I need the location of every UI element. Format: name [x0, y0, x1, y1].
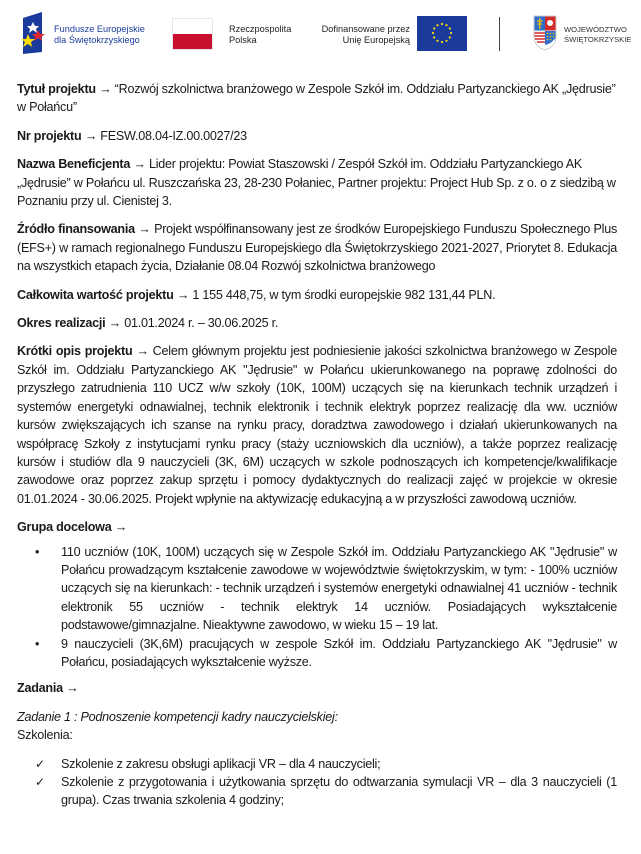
trainings-label: Szkolenia: [17, 728, 73, 743]
label-text: Źródło finansowania [17, 222, 135, 237]
label-text: Zadania [17, 681, 63, 696]
arrow-icon: → [136, 344, 149, 359]
document-body [17, 80, 617, 810]
logo-line2: Polska [229, 35, 257, 45]
funding-source-label [17, 222, 151, 236]
logo-line1: Dofinansowane przez [321, 24, 410, 34]
fundusze-europejskie-logo-icon [20, 12, 46, 54]
label-text: Krótki opis projektu [17, 344, 133, 359]
bullet-icon: • [35, 636, 40, 651]
arrow-icon: → [66, 681, 79, 696]
eu-flag-icon [417, 16, 467, 51]
label-text: Nr projektu [17, 128, 82, 143]
coat-of-arms-icon [533, 15, 557, 51]
target-group-label [17, 520, 127, 534]
logo-line2: dla Świętokrzyskiego [54, 35, 140, 45]
arrow-icon: → [108, 316, 122, 331]
arrow-icon: → [176, 287, 190, 302]
arrow-icon: → [99, 82, 112, 96]
arrow-icon: → [138, 222, 151, 237]
arrow-icon: → [133, 157, 146, 172]
realization-period-value: 01.01.2024 r. – 30.06.2025 r. [124, 316, 279, 331]
wojewodztwo-text [564, 25, 631, 44]
funding-source-value: Projekt współfinansowany jest ze środków Europejskiego Funduszu Społecznego Plus (EFS+) w ramach regionalnego Funduszu Europejskiego dla Świętokrzyskiego 2021-2027, Priorytet 8. Edukacja na wszystkich etapach życia, Działanie 08.04 Rozwój szkolnictwa branżowego [17, 222, 618, 274]
project-number [17, 127, 617, 145]
fundusze-europejskie-text [54, 24, 145, 46]
list-item-text: 9 nauczycieli (3K,6M) pracujących w zespole Szkół im. Oddziału Partyzanckiego AK "Jędrusie" w Połańcu, posiadających wykształcenie wyższe. [61, 636, 617, 669]
task-1-title: Zadanie 1 : Podnoszenie kompetencji kadry nauczycielskiej: [17, 709, 338, 724]
rzeczpospolita-text [229, 24, 291, 46]
total-value-value: 1 155 448,75, w tym środki europejskie 982 131,44 PLN. [192, 287, 496, 302]
arrow-icon: → [114, 520, 128, 535]
realization-period [17, 314, 617, 332]
label-text: Nazwa Beneficjenta [17, 157, 131, 172]
polish-flag-icon [172, 18, 213, 50]
trainings-list [17, 755, 617, 810]
funding-source [17, 220, 617, 275]
list-item [35, 773, 617, 810]
beneficiary-label [17, 157, 146, 171]
tasks-label [17, 681, 78, 695]
logo-line2: ŚWIĘTOKRZYSKIE [564, 34, 632, 44]
label-text: Grupa docelowa [17, 520, 112, 535]
short-description [17, 342, 617, 508]
project-title-label [17, 82, 111, 96]
target-group-heading [17, 518, 617, 536]
logo-line1: Fundusze Europejskie [54, 24, 145, 34]
total-value [17, 286, 617, 304]
logo-bar [0, 0, 641, 66]
arrow-icon: → [84, 128, 98, 143]
label-text: Całkowita wartość projektu [17, 287, 174, 302]
bullet-icon: • [35, 544, 40, 559]
label-text: Tytuł projektu [17, 82, 96, 96]
logo-line1: WOJEWÓDZTWO [564, 25, 627, 34]
project-number-value: FESW.08.04-IZ.00.0027/23 [100, 128, 247, 143]
tasks-heading [17, 679, 617, 697]
realization-period-label [17, 316, 121, 330]
target-group-list [17, 543, 617, 672]
list-item [35, 543, 617, 635]
checkmark-icon: ✓ [35, 775, 45, 789]
task-1 [17, 708, 617, 745]
project-number-label [17, 129, 97, 143]
list-item-text: 110 uczniów (10K, 100M) uczących się w Zespole Szkół im. Oddziału Partyzanckiego AK "Jędrusie" w Połańcu prowadzącym kształcenie zawodowe w województwie świętokrzyskim, w tym: - 100% uczniów uczących się na kierunkach: - technik urządzeń i systemów energetyki odnawialnej 41 uczniów - technik elektronik 55 uczniów - technik elektryk 14 uczniów. Posiadających wykształcenie podstawowe/gimnazjalne. Nieaktywne zawodowo, w wieku 15 – 19 lat. [61, 544, 617, 633]
logo-line1: Rzeczpospolita [229, 24, 292, 34]
list-item-text: Szkolenie z przygotowania i użytkowania sprzętu do odtwarzania symulacji VR – dla 3 nauczycieli (1 grupa). Czas trwania szkolenia 4 godziny; [61, 775, 617, 808]
project-title-value: “Rozwój szkolnictwa branżowego w Zespole Szkół im. Oddziału Partyzanckiego AK „Jędrusie” w Połańcu” [17, 82, 616, 115]
list-item [35, 755, 617, 773]
total-value-label [17, 288, 189, 302]
logo-divider [499, 17, 500, 51]
beneficiary-value: Lider projektu: Powiat Staszowski / Zespół Szkół im. Oddziału Partyzanckiego AK „Jędrusie” w Połańcu ul. Ruszczańska 23, 28-230 Połaniec, Partner projektu: Project Hub Sp. z o. o z siedzibą w Poznaniu przy ul. Cienistej 3. [17, 157, 616, 209]
logo-line2: Unię Europejską [342, 35, 410, 45]
short-description-label [17, 344, 149, 358]
eu-cofinanced-text [316, 24, 410, 46]
checkmark-icon: ✓ [35, 756, 45, 771]
list-item-text: Szkolenie z zakresu obsługi aplikacji VR – dla 4 nauczycieli; [61, 756, 381, 771]
list-item [35, 635, 617, 672]
short-description-value: Celem głównym projektu jest podniesienie jakości szkolnictwa branżowego w Zespole Szkół im. Oddziału Partyzanckiego AK "Jędrusie" w Połańcu ukierunkowanego na poprawę zdolności do przyszłego zatrudnienia 110 UCZ w/w szkoły (10K, 100M) uczących się na kierunkach technik urządzeń i systemów energetyki odnawialnej, technik elektronik i technik elektryk poprzez realizację dla ww. uczniów kursów zwiększających ich szanse na rynku pracy, doradztwa zawodowego i działań ukierunkowanych na współpracę Szkoły z instytucjami rynku pracy (staży uczniowskich dla uczniów), a także poprzez realizację kursów i studiów dla 9 nauczycieli (3K, 6M) uczących w szkole podnoszących ich kompetencje/kwalifikacje zawodowe oraz poprzez zakup sprzętu i pomocy dydaktycznych do realizacji zajęć w projekcie w okresie 01.01.2024 - 30.06.2025. Projekt wpłynie na aktywizację edukacyjną a w przyszłości zawodową uczniów. [17, 344, 617, 506]
project-title [17, 80, 617, 117]
label-text: Okres realizacji [17, 316, 106, 331]
beneficiary [17, 155, 617, 210]
